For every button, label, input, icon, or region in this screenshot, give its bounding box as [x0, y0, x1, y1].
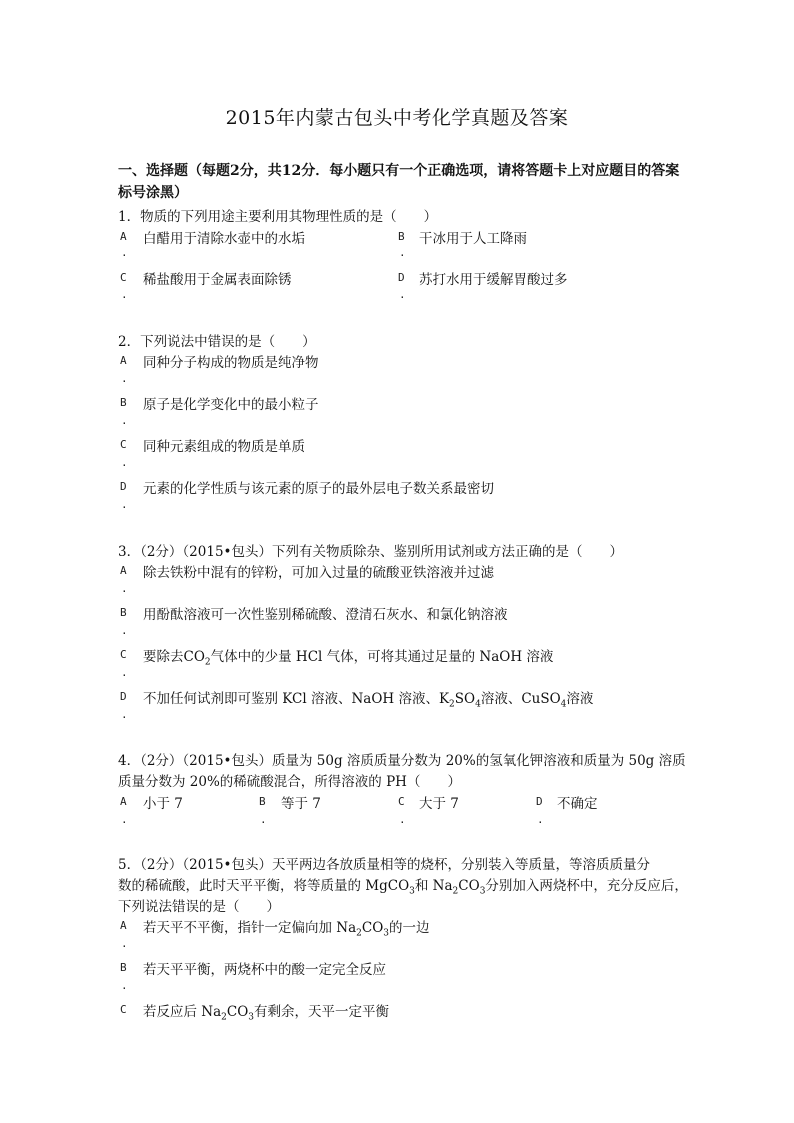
q1-option-a-text: 白醋用于清除水壶中的水垢 [143, 231, 305, 247]
q4-option-c-text: 大于 7 [419, 796, 459, 812]
q1-option-c-dot: . [121, 288, 128, 301]
q2-option-d-dot: . [121, 498, 128, 511]
q2-option-d-text: 元素的化学性质与该元素的原子的最外层电子数关系最密切 [143, 481, 494, 497]
question-5-stem-line-3: 下列说法错误的是（ ） [118, 899, 280, 915]
q1-option-a-dot: . [121, 246, 128, 259]
q3d-text-4: 溶液 [566, 691, 594, 707]
q5-option-b-dot: . [121, 979, 128, 992]
q2-option-b-dot: . [121, 414, 128, 427]
q1-option-d-letter: D [398, 271, 405, 284]
q1-option-a-letter: A [120, 230, 127, 243]
q1-option-c-text: 稀盐酸用于金属表面除锈 [143, 272, 292, 288]
q5-stem-text-1: 数的稀硫酸，此时天平平衡，将等质量的 MgCO [118, 878, 410, 894]
q4-option-c-dot: . [399, 813, 406, 826]
q4-option-b-text: 等于 7 [281, 796, 321, 812]
q5-stem-sub-3: 3 [479, 886, 486, 897]
q5a-sub-1: 2 [356, 928, 362, 939]
q5-stem-sub-2: 2 [452, 886, 459, 897]
q4-option-a-text: 小于 7 [143, 796, 183, 812]
q5-option-a-dot: . [121, 937, 128, 950]
q3-option-d-letter: D [120, 690, 127, 703]
q3c-text-1: 要除去CO [143, 649, 205, 665]
q3-option-c-letter: C [120, 648, 127, 661]
q5-option-a-letter: A [120, 919, 127, 932]
q4-option-d-letter: D [536, 795, 543, 808]
q5a-text-3: 的一边 [389, 920, 430, 936]
q2-option-a-dot: . [121, 372, 128, 385]
page-title: 2015年内蒙古包头中考化学真题及答案 [225, 107, 569, 129]
q5a-text-2: CO [361, 920, 384, 936]
q5-stem-text-3: CO [458, 878, 480, 894]
q4-option-d-dot: . [537, 813, 544, 826]
q1-option-b-dot: . [399, 246, 406, 259]
q5-option-b-letter: B [120, 961, 127, 974]
q3d-sub-3: 4 [560, 699, 567, 710]
q5c-text-1: 若反应后 Na [143, 1004, 222, 1020]
q4-option-b-letter: B [259, 795, 266, 808]
q1-option-c-letter: C [120, 271, 127, 284]
q5-stem-text-4: 分别加入两烧杯中，充分反应后， [485, 878, 688, 894]
q2-option-b-letter: B [120, 396, 127, 409]
q5-option-a-text [143, 916, 430, 939]
q4-option-b-dot: . [260, 813, 267, 826]
q2-option-b-text: 原子是化学变化中的最小粒子 [143, 397, 319, 413]
q2-option-c-letter: C [120, 438, 127, 451]
q1-option-d-dot: . [399, 288, 406, 301]
section-heading: 一、选择题（每题2分，共12分．每小题只有一个正确选项，请将答题卡上对应题目的答案标号涂黑） [118, 163, 680, 201]
q4-option-c-letter: C [398, 795, 405, 808]
q3d-text-1: 不加任何试剂即可鉴别 KCl 溶液、NaOH 溶液、K [143, 691, 450, 707]
q5-stem-sub-1: 3 [409, 886, 415, 897]
q4-option-a-letter: A [120, 795, 127, 808]
q2-option-a-letter: A [120, 354, 127, 367]
q5-option-c-text [143, 1000, 390, 1023]
q3d-text-3: 溶液、CuSO [480, 691, 561, 707]
q3c-sub-1: 2 [204, 657, 211, 668]
q3-option-b-dot: . [121, 624, 128, 637]
q5c-sub-2: 3 [248, 1012, 255, 1023]
q3-option-c-dot: . [121, 666, 128, 679]
q3-option-d-text [143, 687, 594, 710]
q3d-text-2: SO [454, 691, 476, 707]
question-5-stem-line-2 [118, 874, 688, 897]
q3d-sub-1: 2 [449, 699, 455, 710]
q3d-sub-2: 4 [475, 699, 481, 710]
q3-option-d-dot: . [121, 708, 128, 721]
q5a-sub-2: 3 [383, 928, 390, 939]
q4-option-d-text: 不确定 [557, 796, 598, 812]
q5-option-c-letter: C [120, 1003, 127, 1016]
q5a-text-1: 若天平不平衡，指针一定偏向加 Na [143, 920, 357, 936]
q3-option-a-dot: . [121, 582, 128, 595]
q3-option-b-text: 用酚酞溶液可一次性鉴别稀硫酸、澄清石灰水、和氯化钠溶液 [143, 607, 508, 623]
q1-option-b-letter: B [398, 230, 405, 243]
q2-option-c-dot: . [121, 456, 128, 469]
q3-option-c-text [143, 645, 554, 668]
q5c-text-2: CO [226, 1004, 249, 1020]
q1-option-b-text: 干冰用于人工降雨 [419, 231, 527, 247]
question-2-stem: 2．下列说法中错误的是（ ） [118, 334, 316, 350]
q2-option-c-text: 同种元素组成的物质是单质 [143, 439, 305, 455]
q3-option-a-text: 除去铁粉中混有的锌粉，可加入过量的硫酸亚铁溶液并过滤 [143, 565, 494, 581]
question-1-stem: 1．物质的下列用途主要利用其物理性质的是（ ） [118, 209, 438, 225]
q3c-text-2: 气体中的少量 HCl 气体，可将其通过足量的 NaOH 溶液 [210, 649, 554, 665]
q5-stem-text-2: 和 Na [414, 878, 453, 894]
q5c-sub-1: 2 [221, 1012, 227, 1023]
question-4-stem-line-2: 质量分数为 20%的稀硫酸混合，所得溶液的 PH（ ） [118, 774, 461, 790]
question-5-stem-line-1: 5．（2分）（2015•包头）天平两边各放质量相等的烧杯，分别装入等质量，等溶质质量分 [118, 857, 650, 873]
q2-option-d-letter: D [120, 480, 127, 493]
q5c-text-3: 有剩余，天平一定平衡 [254, 1004, 390, 1020]
q1-option-d-text: 苏打水用于缓解胃酸过多 [419, 272, 568, 288]
q3-option-a-letter: A [120, 564, 127, 577]
q2-option-a-text: 同种分子构成的物质是纯净物 [143, 355, 319, 371]
question-4-stem-line-1: 4．（2分）（2015•包头）质量为 50g 溶质质量分数为 20%的氢氧化钾溶液和质量为 50g 溶质 [118, 753, 686, 769]
question-3-stem: 3．（2分）（2015•包头）下列有关物质除杂、鉴别所用试剂或方法正确的是（ ） [118, 544, 623, 560]
q3-option-b-letter: B [120, 606, 127, 619]
q5-option-b-text: 若天平平衡，两烧杯中的酸一定完全反应 [143, 962, 386, 978]
q4-option-a-dot: . [121, 813, 128, 826]
